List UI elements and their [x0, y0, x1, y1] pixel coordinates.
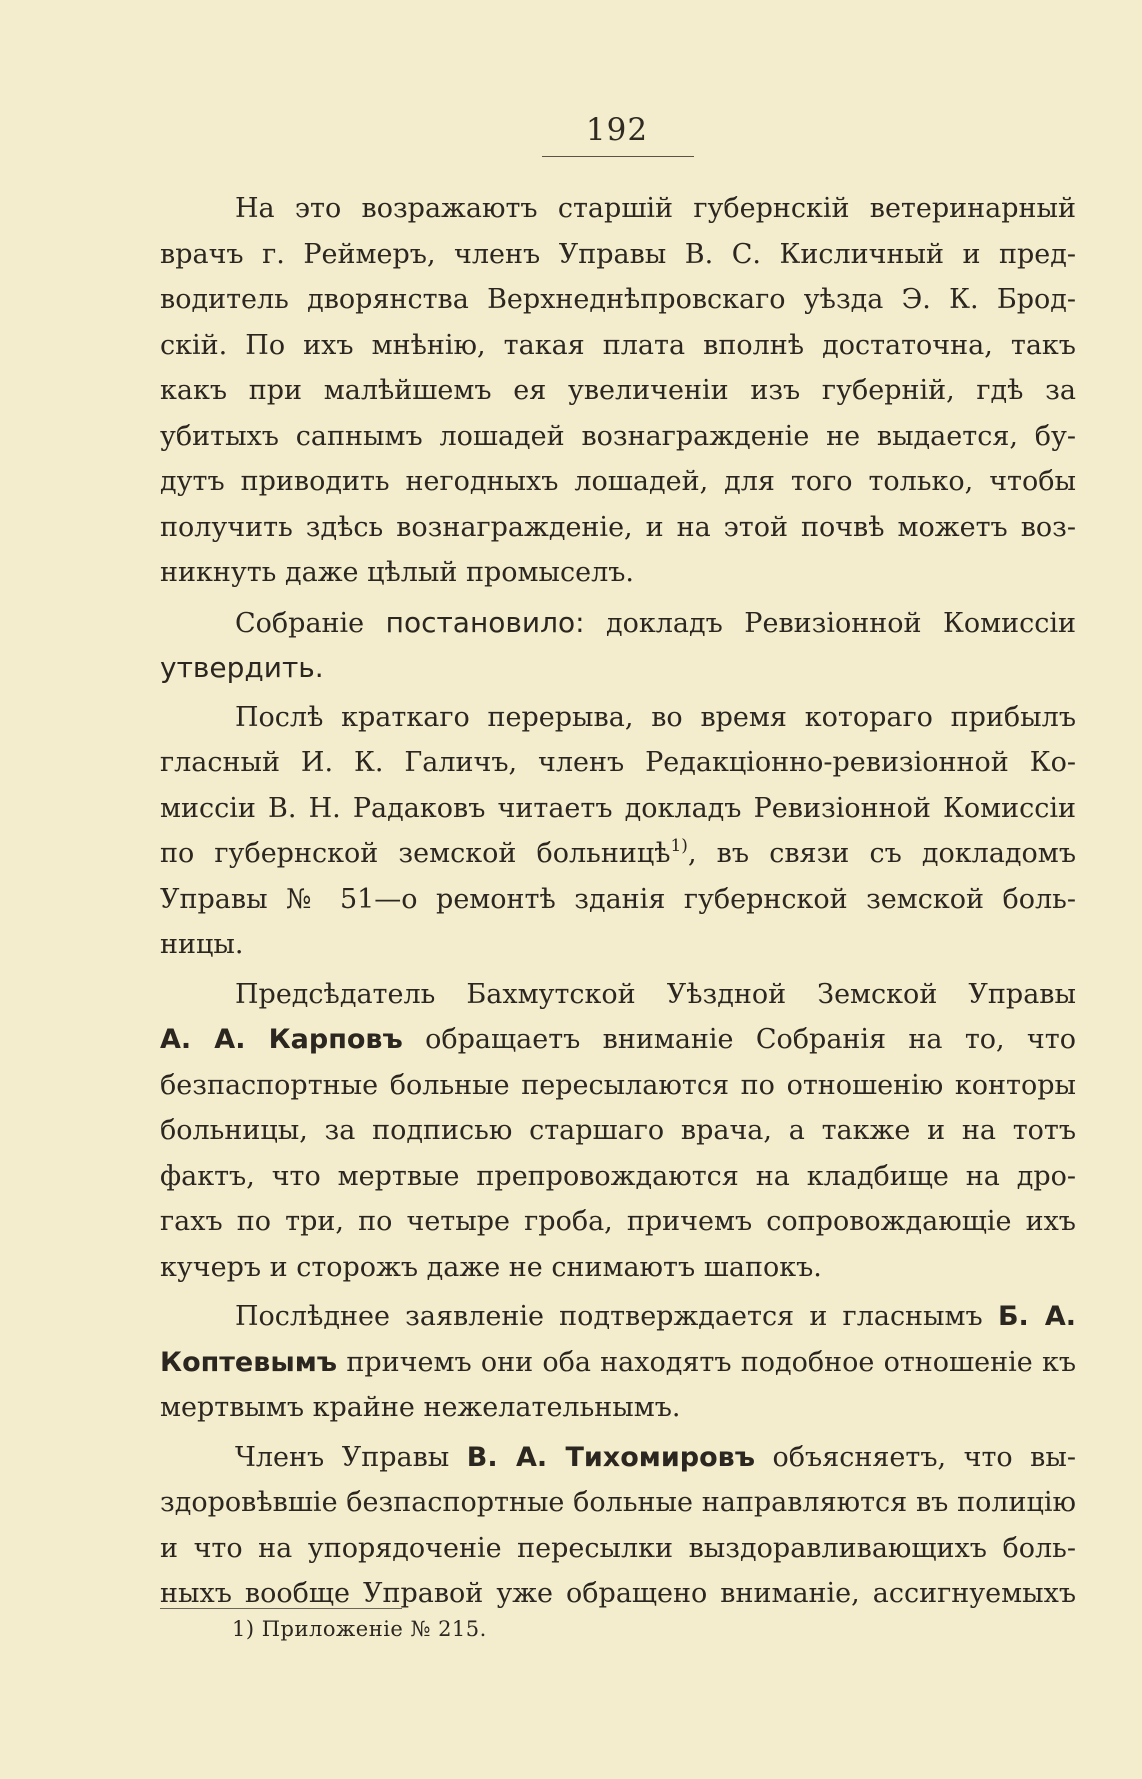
line-text: Послѣ краткаго перерыва, во время котораго прибылъ	[235, 701, 1076, 733]
line-text: кучеръ и сторожъ даже не снимаютъ шапокъ.	[160, 1251, 822, 1283]
person-name: Б. А.	[997, 1301, 1077, 1332]
text-line	[160, 1385, 1076, 1431]
line-text: гласный И. К. Галичъ, членъ Редакціонно-ревизіонной Ко-	[160, 747, 1076, 778]
paragraph	[160, 1294, 1076, 1431]
text-line	[160, 232, 1076, 278]
person-name: А. А. Карповъ	[160, 1024, 403, 1055]
paragraph	[160, 186, 1076, 596]
text-line	[160, 972, 1076, 1018]
text-line	[160, 1340, 1076, 1386]
line-text: никнуть даже цѣлый промыселъ.	[160, 557, 634, 588]
text-line	[160, 1017, 1076, 1063]
text-line	[160, 186, 1076, 232]
line-text: Членъ Управы	[235, 1441, 467, 1473]
line-text: объясняетъ, что вы-	[755, 1441, 1076, 1473]
line-text: Послѣднее заявленіе подтверждается и гласнымъ	[235, 1301, 998, 1332]
text-line	[160, 1108, 1076, 1154]
line-text: Управы № 51—о ремонтѣ зданія губернской земской боль-	[160, 883, 1076, 915]
line-text: причемъ они оба находятъ подобное отношеніе къ	[337, 1346, 1076, 1378]
text-line	[160, 922, 1076, 968]
text-line	[160, 1435, 1076, 1481]
line-text: ныхъ вообще Управой уже обращено вниманіе, ассигнуемыхъ	[160, 1578, 1076, 1609]
line-text: ницы.	[160, 929, 244, 960]
text-line	[160, 695, 1076, 741]
line-text: больницы, за подписью старшаго врача, а также и на тотъ	[160, 1115, 1076, 1146]
line-text: обращаетъ вниманіе Собранія на то, что	[402, 1024, 1076, 1055]
text-line	[160, 600, 1076, 646]
line-text: по губернской земской больницѣ	[160, 838, 671, 869]
text-line	[160, 1063, 1076, 1109]
line-text: На это возражаютъ старшій губернскій ветеринарный	[235, 193, 1076, 224]
line-text: миссіи В. Н. Радаковъ читаетъ докладъ Ревизіонной Комиссіи	[160, 792, 1076, 824]
line-text: Собраніе	[235, 607, 386, 639]
text-line	[160, 505, 1076, 551]
page-number-rule	[542, 156, 694, 157]
text-line	[160, 1245, 1076, 1291]
line-text: водитель дворянства Верхнеднѣпровскаго уѣзда Э. К. Брод-	[160, 284, 1076, 315]
text-line	[160, 1294, 1076, 1340]
paragraph	[160, 695, 1076, 968]
text-line	[160, 786, 1076, 832]
line-text: какъ при малѣйшемъ ея увеличеніи изъ губерній, гдѣ за	[160, 375, 1076, 406]
footnote-rule	[160, 1608, 402, 1609]
text-line	[160, 1526, 1076, 1572]
text-line	[160, 1154, 1076, 1200]
text-line	[160, 877, 1076, 923]
person-name: Коптевымъ	[160, 1346, 338, 1378]
line-text: мертвымъ крайне нежелательнымъ.	[160, 1392, 681, 1423]
line-text: скій. По ихъ мнѣнію, такая плата вполнѣ достаточна, такъ	[160, 329, 1076, 361]
line-text: здоровѣвшіе безпаспортные больные направляются въ полицію	[160, 1487, 1076, 1518]
text-line	[160, 277, 1076, 323]
line-text: фактъ, что мертвые препровождаются на кладбище на дро-	[160, 1160, 1076, 1192]
text-line	[160, 1199, 1076, 1245]
text-line	[160, 1480, 1076, 1526]
page-number: 192	[585, 112, 649, 148]
person-name: В. А. Тихомировъ	[466, 1441, 756, 1473]
text-line	[160, 740, 1076, 786]
line-text: , въ связи съ докладомъ	[687, 838, 1076, 869]
line-text: Предсѣдатель Бахмутской Уѣздной Земской Управы	[235, 978, 1076, 1010]
line-text: получить здѣсь вознагражденіе, и на этой почвѣ можетъ воз-	[160, 511, 1076, 543]
text-line	[160, 414, 1076, 460]
paragraph	[160, 600, 1076, 691]
line-text: и что на упорядоченіе пересылки выздоравливающихъ боль-	[160, 1532, 1076, 1564]
text-line	[160, 550, 1076, 596]
footnote-marker: 1)	[670, 836, 688, 856]
text-line	[160, 645, 1076, 691]
paragraph	[160, 1435, 1076, 1617]
line-text: дутъ приводить негодныхъ лошадей, для того только, чтобы	[160, 466, 1076, 497]
text-line	[160, 831, 1076, 877]
text-line	[160, 368, 1076, 414]
text-line	[160, 459, 1076, 505]
emphasized-text: утвердить.	[160, 651, 324, 684]
text-line	[160, 323, 1076, 369]
paragraph	[160, 972, 1076, 1291]
line-text: гахъ по три, по четыре гроба, причемъ сопровождающіе ихъ	[160, 1206, 1076, 1237]
text-line	[160, 1571, 1076, 1617]
line-text: убитыхъ сапнымъ лошадей вознагражденіе не выдается, бу-	[160, 420, 1076, 452]
line-text: докладъ Ревизіонной Комиссіи	[584, 607, 1076, 639]
footnote: 1) Приложеніе № 215.	[232, 1617, 487, 1641]
body-text	[160, 186, 1076, 1617]
line-text: врачъ г. Реймеръ, членъ Управы В. С. Кисличный и пред-	[160, 238, 1076, 270]
line-text: безпаспортные больные пересылаются по отношенію конторы	[160, 1069, 1076, 1101]
emphasized-text: постановило:	[385, 605, 585, 639]
